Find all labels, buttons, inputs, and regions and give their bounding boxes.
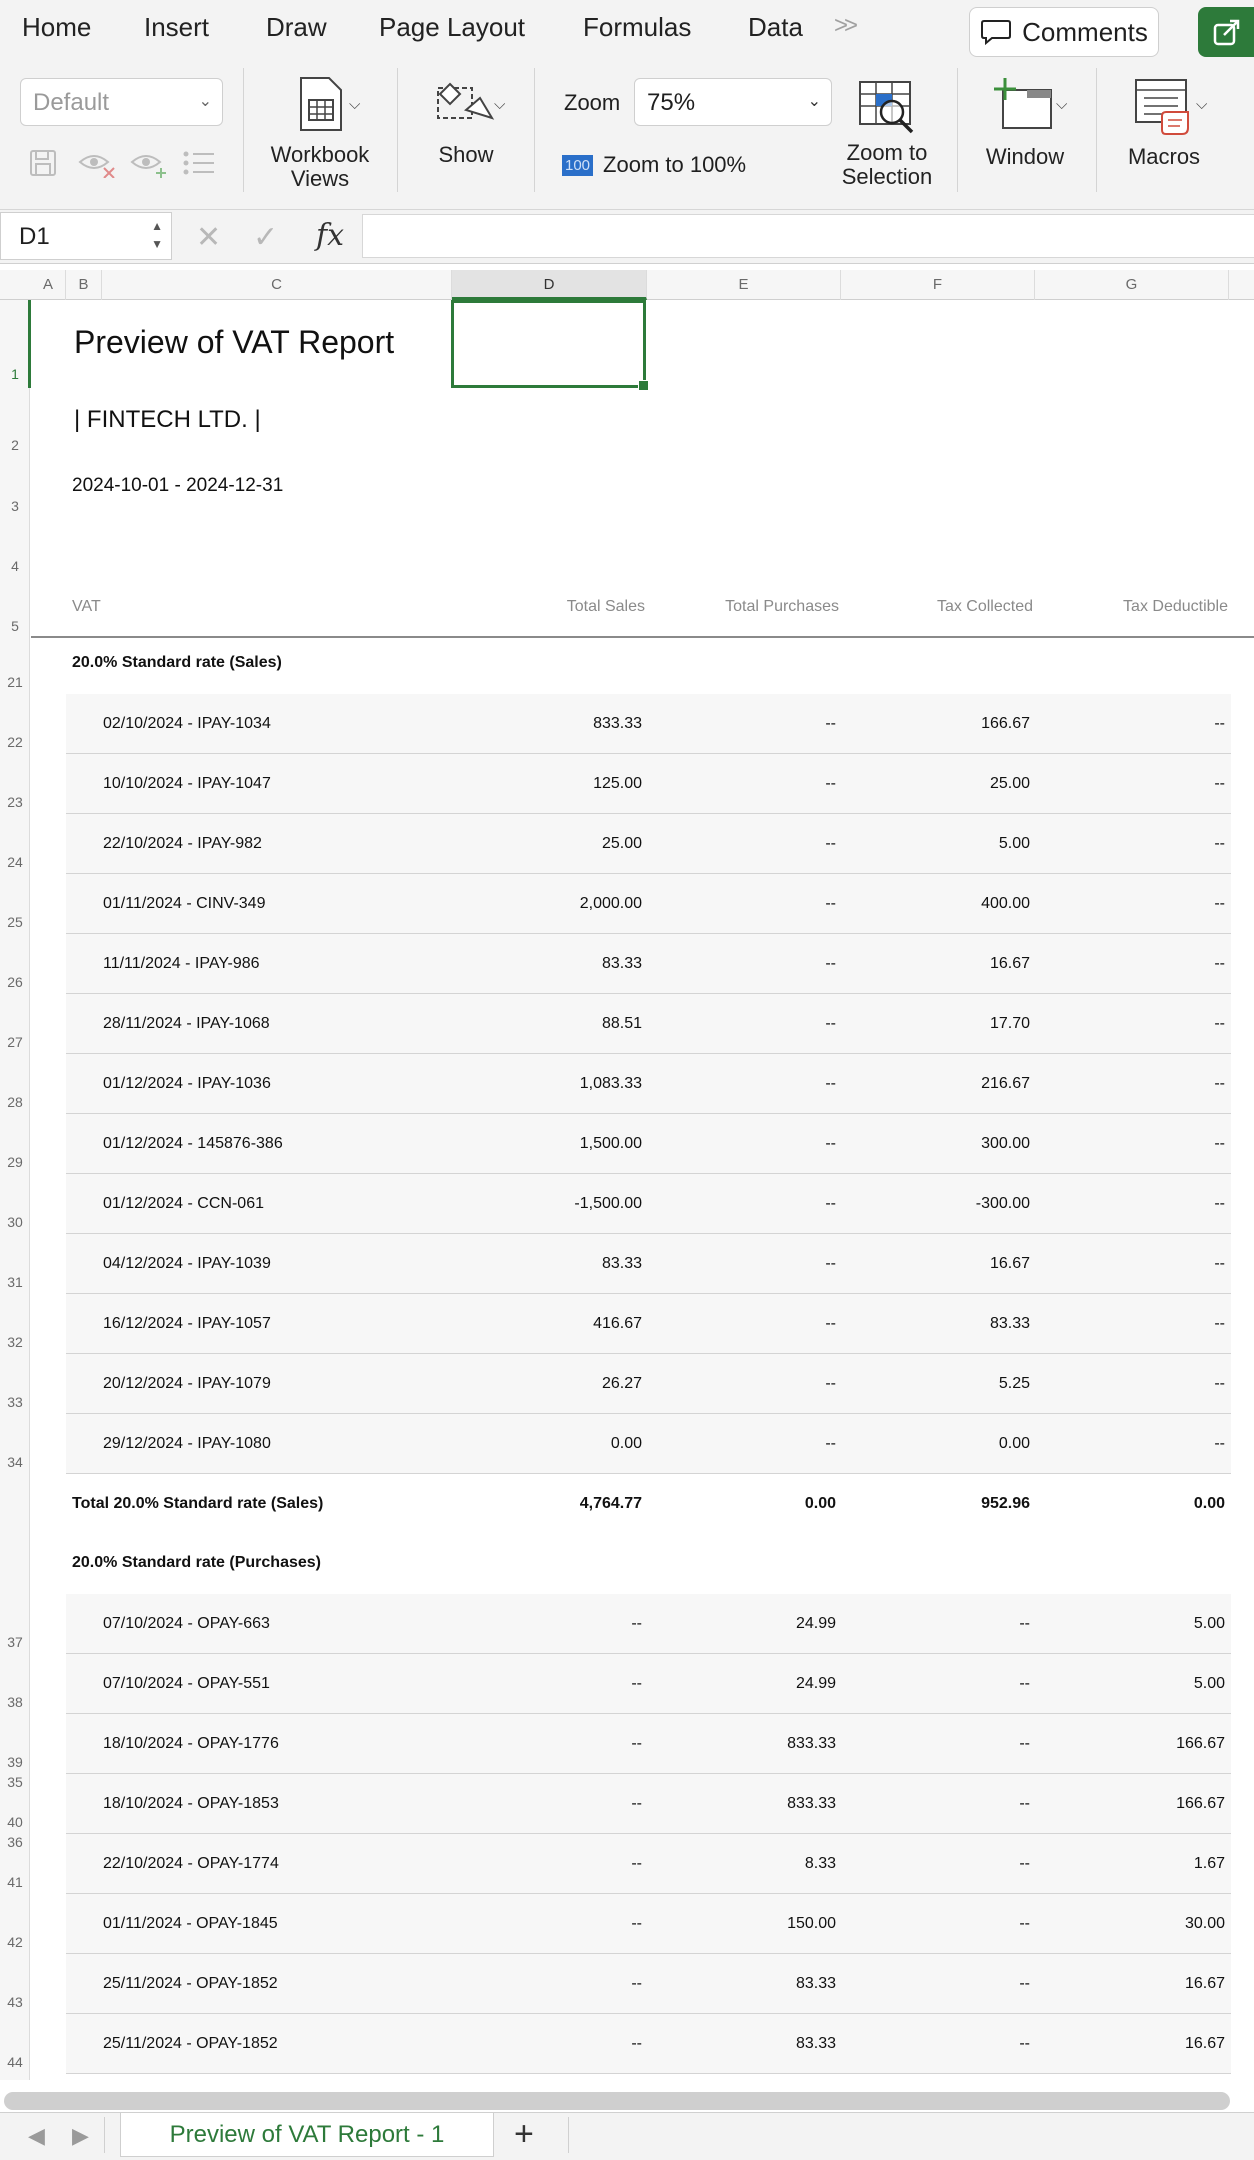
collected-cell[interactable]: -- bbox=[1019, 1675, 1030, 1692]
purchases-cell[interactable]: -- bbox=[825, 895, 836, 912]
table-row bbox=[66, 814, 1231, 874]
tab-insert[interactable]: Insert bbox=[144, 12, 210, 42]
zoom-label: Zoom bbox=[564, 90, 621, 115]
sheet-tab-bar bbox=[0, 2112, 1254, 2160]
sales-cell[interactable]: -- bbox=[631, 2035, 642, 2052]
collected-cell[interactable]: -- bbox=[1019, 1615, 1030, 1632]
purchases-cell[interactable]: 83.33 bbox=[795, 2035, 836, 2052]
deductible-cell[interactable]: -- bbox=[1214, 1255, 1225, 1272]
row-header[interactable]: 36 bbox=[7, 1834, 23, 1850]
ribbon-divider bbox=[243, 68, 244, 192]
hide-view-icon[interactable] bbox=[78, 148, 116, 178]
zoom-to-selection-button[interactable] bbox=[826, 80, 948, 189]
table-row bbox=[66, 1714, 1231, 1774]
workbook-views-button[interactable] bbox=[262, 76, 378, 191]
row-header[interactable]: 1 bbox=[11, 366, 19, 382]
sales-cell[interactable]: 833.33 bbox=[593, 715, 642, 732]
tab-page-layout[interactable]: Page Layout bbox=[379, 12, 526, 42]
comment-bubble-icon bbox=[980, 18, 1012, 46]
tab-formulas[interactable]: Formulas bbox=[583, 12, 692, 42]
deductible-cell[interactable]: 5.00 bbox=[1193, 1675, 1225, 1692]
previous-sheet-icon[interactable]: ◀ bbox=[28, 2123, 45, 2148]
row-header[interactable]: 5 bbox=[11, 618, 19, 634]
selected-cell-d1[interactable] bbox=[451, 300, 646, 388]
ribbon-divider bbox=[397, 68, 398, 192]
purchases-cell[interactable]: -- bbox=[825, 955, 836, 972]
macros-icon bbox=[1132, 76, 1196, 136]
deductible-cell[interactable]: -- bbox=[1214, 1315, 1225, 1332]
purchases-cell[interactable]: -- bbox=[825, 1255, 836, 1272]
show-label: Show bbox=[438, 142, 494, 167]
table-row bbox=[66, 1174, 1231, 1234]
deductible-cell[interactable]: 16.67 bbox=[1184, 1975, 1225, 1992]
row-header[interactable]: 32 bbox=[7, 1334, 23, 1350]
section-title-sales: 20.0% Standard rate (Sales) bbox=[72, 654, 282, 671]
row-header[interactable]: 29 bbox=[7, 1154, 23, 1170]
collected-cell[interactable]: 16.67 bbox=[989, 955, 1030, 972]
column-headers bbox=[0, 270, 1254, 300]
show-view-icon[interactable] bbox=[130, 148, 168, 178]
purchases-cell[interactable]: -- bbox=[825, 1435, 836, 1452]
purchases-cell[interactable]: -- bbox=[825, 1315, 836, 1332]
collected-cell[interactable]: -- bbox=[1019, 1975, 1030, 1992]
collected-cell[interactable]: -- bbox=[1019, 1735, 1030, 1752]
purchases-cell[interactable]: -- bbox=[825, 1195, 836, 1212]
description-cell[interactable]: 22/10/2024 - OPAY-1774 bbox=[103, 1855, 279, 1872]
sheet-bar-divider bbox=[104, 2117, 105, 2153]
row-header[interactable]: 28 bbox=[7, 1094, 23, 1110]
sales-cell[interactable]: 26.27 bbox=[601, 1375, 642, 1392]
header-tax-collected: Tax Collected bbox=[936, 598, 1033, 615]
collected-cell[interactable]: 400.00 bbox=[981, 895, 1030, 912]
deductible-cell[interactable]: 166.67 bbox=[1176, 1795, 1225, 1812]
chevron-down-icon: ⌄ bbox=[198, 93, 212, 110]
ribbon-divider bbox=[1096, 68, 1097, 192]
row-header[interactable]: 31 bbox=[7, 1274, 23, 1290]
confirm-formula-icon[interactable]: ✓ bbox=[253, 221, 279, 254]
name-box-value: D1 bbox=[19, 223, 50, 250]
description-cell[interactable]: 10/10/2024 - IPAY-1047 bbox=[103, 775, 271, 792]
description-cell[interactable]: 04/12/2024 - IPAY-1039 bbox=[103, 1255, 271, 1272]
column-header-g[interactable]: G bbox=[1035, 270, 1229, 300]
collected-cell[interactable]: 16.67 bbox=[989, 1255, 1030, 1272]
row-header[interactable]: 22 bbox=[7, 734, 23, 750]
description-cell[interactable]: 01/11/2024 - CINV-349 bbox=[103, 895, 266, 912]
deductible-cell[interactable]: -- bbox=[1214, 1435, 1225, 1452]
sales-cell[interactable]: 1,083.33 bbox=[579, 1075, 642, 1092]
sales-cell[interactable]: -- bbox=[631, 1975, 642, 1992]
column-header-f[interactable]: F bbox=[841, 270, 1035, 300]
table-row bbox=[66, 1114, 1231, 1174]
collected-cell[interactable]: 0.00 bbox=[998, 1435, 1030, 1452]
shapes-icon bbox=[436, 80, 496, 130]
description-cell[interactable]: 18/10/2024 - OPAY-1853 bbox=[103, 1795, 279, 1812]
description-cell[interactable]: 02/10/2024 - IPAY-1034 bbox=[103, 715, 271, 732]
add-sheet-button[interactable]: + bbox=[514, 2115, 534, 2153]
table-row bbox=[66, 1774, 1231, 1834]
deductible-cell[interactable]: 16.67 bbox=[1184, 2035, 1225, 2052]
table-row bbox=[66, 1354, 1231, 1414]
total-deductible-cell[interactable]: 0.00 bbox=[1193, 1495, 1225, 1512]
sales-cell[interactable]: 25.00 bbox=[601, 835, 642, 852]
column-header-a[interactable]: A bbox=[31, 270, 66, 300]
macros-label: Macros bbox=[1127, 144, 1201, 169]
purchases-cell[interactable]: 24.99 bbox=[795, 1675, 836, 1692]
row-header[interactable]: 38 bbox=[7, 1694, 23, 1710]
list-icon[interactable] bbox=[182, 148, 216, 178]
collected-cell[interactable]: -- bbox=[1019, 2035, 1030, 2052]
row-header[interactable]: 4 bbox=[11, 558, 19, 574]
deductible-cell[interactable]: -- bbox=[1214, 775, 1225, 792]
purchases-cell[interactable]: 83.33 bbox=[795, 1975, 836, 1992]
sales-cell[interactable]: 88.51 bbox=[601, 1015, 642, 1032]
row-headers bbox=[0, 300, 30, 2080]
report-title: Preview of VAT Report bbox=[74, 324, 395, 360]
function-icon[interactable]: fx bbox=[316, 218, 345, 253]
chevron-down-icon[interactable]: ⌵ bbox=[349, 96, 361, 113]
total-collected-cell[interactable]: 952.96 bbox=[981, 1495, 1030, 1512]
deductible-cell[interactable]: 30.00 bbox=[1184, 1915, 1225, 1932]
header-total-sales: Total Sales bbox=[566, 598, 645, 615]
section-title-purchases: 20.0% Standard rate (Purchases) bbox=[72, 1554, 321, 1571]
cancel-formula-icon[interactable]: ✕ bbox=[196, 221, 222, 254]
sales-cell[interactable]: -- bbox=[631, 1915, 642, 1932]
ribbon-divider bbox=[957, 68, 958, 192]
description-cell[interactable]: 07/10/2024 - OPAY-551 bbox=[103, 1675, 270, 1692]
row-header[interactable]: 37 bbox=[7, 1634, 23, 1650]
table-row bbox=[66, 2014, 1231, 2074]
purchases-cell[interactable]: 24.99 bbox=[795, 1615, 836, 1632]
collected-cell[interactable]: 300.00 bbox=[981, 1135, 1030, 1152]
purchases-cell[interactable]: -- bbox=[825, 1135, 836, 1152]
row-header[interactable]: 41 bbox=[7, 1874, 23, 1890]
table-row bbox=[66, 1294, 1231, 1354]
table-row bbox=[66, 934, 1231, 994]
deductible-cell[interactable]: -- bbox=[1214, 1075, 1225, 1092]
table-row bbox=[66, 1234, 1231, 1294]
purchases-cell[interactable]: 833.33 bbox=[787, 1795, 836, 1812]
tab-data[interactable]: Data bbox=[748, 12, 803, 42]
purchases-cell[interactable]: -- bbox=[825, 835, 836, 852]
cell-style-value: Default bbox=[33, 89, 110, 116]
total-sales-cell[interactable]: 4,764.77 bbox=[579, 1495, 642, 1512]
description-cell[interactable]: 16/12/2024 - IPAY-1057 bbox=[103, 1315, 271, 1332]
sales-cell[interactable]: 83.33 bbox=[601, 1255, 642, 1272]
description-cell[interactable]: 01/12/2024 - 145876-386 bbox=[103, 1135, 283, 1152]
formula-input[interactable] bbox=[362, 214, 1254, 258]
table-row bbox=[66, 1894, 1231, 1954]
total-purchases-cell[interactable]: 0.00 bbox=[804, 1495, 836, 1512]
description-cell[interactable]: 28/11/2024 - IPAY-1068 bbox=[103, 1015, 270, 1032]
purchases-cell[interactable]: 8.33 bbox=[804, 1855, 836, 1872]
deductible-cell[interactable]: 1.67 bbox=[1193, 1855, 1225, 1872]
sheet-bar-divider bbox=[568, 2117, 569, 2153]
table-row bbox=[66, 1834, 1231, 1894]
workbook-icon bbox=[297, 76, 343, 132]
description-cell[interactable]: 25/11/2024 - OPAY-1852 bbox=[103, 2035, 278, 2052]
zoom-to-100-label: Zoom to 100% bbox=[603, 152, 747, 177]
stepper-arrows-icon[interactable]: ▲ ▼ bbox=[151, 219, 163, 251]
sales-cell[interactable]: -- bbox=[631, 1735, 642, 1752]
header-total-purchases: Total Purchases bbox=[725, 598, 839, 615]
description-cell[interactable]: 25/11/2024 - OPAY-1852 bbox=[103, 1975, 278, 1992]
collected-cell[interactable]: 17.70 bbox=[989, 1015, 1030, 1032]
show-button[interactable] bbox=[418, 80, 514, 167]
collected-cell[interactable]: -- bbox=[1019, 1795, 1030, 1812]
comments-button[interactable] bbox=[969, 7, 1159, 57]
description-cell[interactable]: 01/12/2024 - IPAY-1036 bbox=[103, 1075, 271, 1092]
purchases-cell[interactable]: 150.00 bbox=[787, 1915, 836, 1932]
sales-cell[interactable]: -1,500.00 bbox=[574, 1195, 642, 1212]
sales-cell[interactable]: 416.67 bbox=[593, 1315, 642, 1332]
sales-cell[interactable]: -- bbox=[631, 1615, 642, 1632]
zoom-select[interactable] bbox=[634, 78, 832, 126]
table-row bbox=[66, 1414, 1231, 1474]
collected-cell[interactable]: 216.67 bbox=[981, 1075, 1030, 1092]
deductible-cell[interactable]: 5.00 bbox=[1193, 1615, 1225, 1632]
share-button[interactable] bbox=[1198, 7, 1254, 57]
description-cell[interactable]: 07/10/2024 - OPAY-663 bbox=[103, 1615, 270, 1632]
save-icon[interactable] bbox=[28, 148, 58, 178]
row-header[interactable]: 3 bbox=[11, 498, 19, 514]
row-header[interactable]: 43 bbox=[7, 1994, 23, 2010]
report-period: 2024-10-01 - 2024-12-31 bbox=[72, 475, 284, 496]
share-icon bbox=[1212, 17, 1242, 47]
zoom-value: 75% bbox=[647, 89, 696, 116]
zoom-selection-icon bbox=[856, 80, 918, 136]
collected-cell[interactable]: 5.25 bbox=[998, 1375, 1030, 1392]
window-label: Window bbox=[985, 144, 1065, 169]
purchases-cell[interactable]: -- bbox=[825, 1015, 836, 1032]
description-cell[interactable]: 20/12/2024 - IPAY-1079 bbox=[103, 1375, 271, 1392]
formula-bar bbox=[0, 210, 1254, 264]
deductible-cell[interactable]: -- bbox=[1214, 715, 1225, 732]
purchases-cell[interactable]: -- bbox=[825, 1375, 836, 1392]
next-sheet-icon[interactable]: ▶ bbox=[72, 2123, 89, 2148]
worksheet-grid[interactable] bbox=[31, 300, 1254, 2080]
sales-cell[interactable]: 83.33 bbox=[601, 955, 642, 972]
chevron-down-icon: ⌄ bbox=[807, 93, 821, 110]
collected-cell[interactable]: -- bbox=[1019, 1855, 1030, 1872]
deductible-cell[interactable]: -- bbox=[1214, 1135, 1225, 1152]
column-header-d[interactable]: D bbox=[452, 270, 647, 300]
column-header-b[interactable]: B bbox=[66, 270, 102, 300]
table-row bbox=[66, 1954, 1231, 2014]
total-row bbox=[66, 1474, 1231, 1534]
row-header[interactable]: 26 bbox=[7, 974, 23, 990]
row-header[interactable]: 30 bbox=[7, 1214, 23, 1230]
tab-draw[interactable]: Draw bbox=[266, 12, 327, 42]
collected-cell[interactable]: -- bbox=[1019, 1915, 1030, 1932]
zoom-100-icon: 100 bbox=[562, 155, 593, 176]
sales-cell[interactable]: 1,500.00 bbox=[579, 1135, 642, 1152]
description-cell[interactable]: 18/10/2024 - OPAY-1776 bbox=[103, 1735, 279, 1752]
description-cell[interactable]: 29/12/2024 - IPAY-1080 bbox=[103, 1435, 271, 1452]
macros-button[interactable] bbox=[1114, 76, 1214, 169]
table-row bbox=[66, 694, 1231, 754]
collected-cell[interactable]: 166.67 bbox=[981, 715, 1030, 732]
row-header[interactable]: 24 bbox=[7, 854, 23, 870]
sales-cell[interactable]: -- bbox=[631, 1855, 642, 1872]
header-tax-deductible: Tax Deductible bbox=[1123, 598, 1228, 615]
company-name: | FINTECH LTD. | bbox=[74, 406, 261, 433]
purchases-cell[interactable]: -- bbox=[825, 715, 836, 732]
horizontal-scrollbar[interactable] bbox=[4, 2092, 1230, 2110]
name-box[interactable] bbox=[0, 212, 172, 260]
header-vat: VAT bbox=[72, 598, 101, 615]
deductible-cell[interactable]: -- bbox=[1214, 1195, 1225, 1212]
description-cell[interactable]: 22/10/2024 - IPAY-982 bbox=[103, 835, 262, 852]
row-header[interactable]: 34 bbox=[7, 1454, 23, 1470]
row-header[interactable]: 39 bbox=[7, 1754, 23, 1770]
deductible-cell[interactable]: -- bbox=[1214, 1015, 1225, 1032]
window-button[interactable] bbox=[976, 76, 1074, 169]
row-header[interactable]: 44 bbox=[7, 2054, 23, 2070]
sales-cell[interactable]: -- bbox=[631, 1795, 642, 1812]
sheet-tab[interactable]: Preview of VAT Report - 1 bbox=[120, 2113, 494, 2157]
comments-label: Comments bbox=[1022, 16, 1148, 47]
sales-cell[interactable]: 2,000.00 bbox=[579, 895, 642, 912]
description-cell[interactable]: 11/11/2024 - IPAY-986 bbox=[103, 955, 260, 972]
column-header-c[interactable]: C bbox=[102, 270, 452, 300]
row-header[interactable]: 25 bbox=[7, 914, 23, 930]
chevron-down-icon[interactable]: ⌵ bbox=[1196, 96, 1208, 113]
ribbon bbox=[0, 60, 1254, 210]
sales-cell[interactable]: 125.00 bbox=[593, 775, 642, 792]
purchases-cell[interactable]: -- bbox=[825, 1075, 836, 1092]
collected-cell[interactable]: 83.33 bbox=[989, 1315, 1030, 1332]
chevron-down-icon[interactable]: ⌵ bbox=[1056, 96, 1068, 113]
total-label[interactable]: Total 20.0% Standard rate (Sales) bbox=[72, 1495, 324, 1512]
ribbon-divider bbox=[534, 68, 535, 192]
deductible-cell[interactable]: -- bbox=[1214, 1375, 1225, 1392]
description-cell[interactable]: 01/11/2024 - OPAY-1845 bbox=[103, 1915, 278, 1932]
deductible-cell[interactable]: 166.67 bbox=[1176, 1735, 1225, 1752]
column-header-e[interactable]: E bbox=[647, 270, 841, 300]
purchases-cell[interactable]: -- bbox=[825, 775, 836, 792]
header-divider bbox=[31, 636, 1254, 638]
collected-cell[interactable]: 5.00 bbox=[998, 835, 1030, 852]
cell-style-select[interactable] bbox=[20, 78, 223, 126]
row-header[interactable]: 23 bbox=[7, 794, 23, 810]
sales-cell[interactable]: -- bbox=[631, 1675, 642, 1692]
deductible-cell[interactable]: -- bbox=[1214, 835, 1225, 852]
row-header[interactable]: 2 bbox=[11, 437, 19, 453]
new-window-icon bbox=[993, 76, 1057, 132]
tab-home[interactable]: Home bbox=[22, 12, 92, 42]
zoom-to-100-button[interactable] bbox=[562, 152, 746, 178]
zoom-to-selection-label: Zoom to Selection bbox=[841, 140, 933, 189]
collected-cell[interactable]: -300.00 bbox=[975, 1195, 1030, 1212]
row-header[interactable]: 42 bbox=[7, 1934, 23, 1950]
purchases-cell[interactable]: 833.33 bbox=[787, 1735, 836, 1752]
row-header[interactable]: 33 bbox=[7, 1394, 23, 1410]
table-row bbox=[66, 1654, 1231, 1714]
chevron-down-icon[interactable]: ⌵ bbox=[494, 96, 506, 113]
row-header[interactable]: 21 bbox=[7, 674, 23, 690]
table-row bbox=[66, 1054, 1231, 1114]
double-chevron-right-icon[interactable]: >> bbox=[834, 12, 855, 39]
row-header[interactable]: 40 bbox=[7, 1814, 23, 1830]
deductible-cell[interactable]: -- bbox=[1214, 895, 1225, 912]
row-header[interactable]: 35 bbox=[7, 1774, 23, 1790]
table-row bbox=[66, 754, 1231, 814]
ribbon-tab-bar bbox=[0, 0, 1254, 60]
row-header[interactable]: 27 bbox=[7, 1034, 23, 1050]
workbook-views-label: Workbook Views bbox=[270, 142, 370, 191]
description-cell[interactable]: 01/12/2024 - CCN-061 bbox=[103, 1195, 264, 1212]
deductible-cell[interactable]: -- bbox=[1214, 955, 1225, 972]
table-row bbox=[66, 1594, 1231, 1654]
table-row bbox=[66, 994, 1231, 1054]
sales-cell[interactable]: 0.00 bbox=[610, 1435, 642, 1452]
collected-cell[interactable]: 25.00 bbox=[989, 775, 1030, 792]
table-row bbox=[66, 874, 1231, 934]
